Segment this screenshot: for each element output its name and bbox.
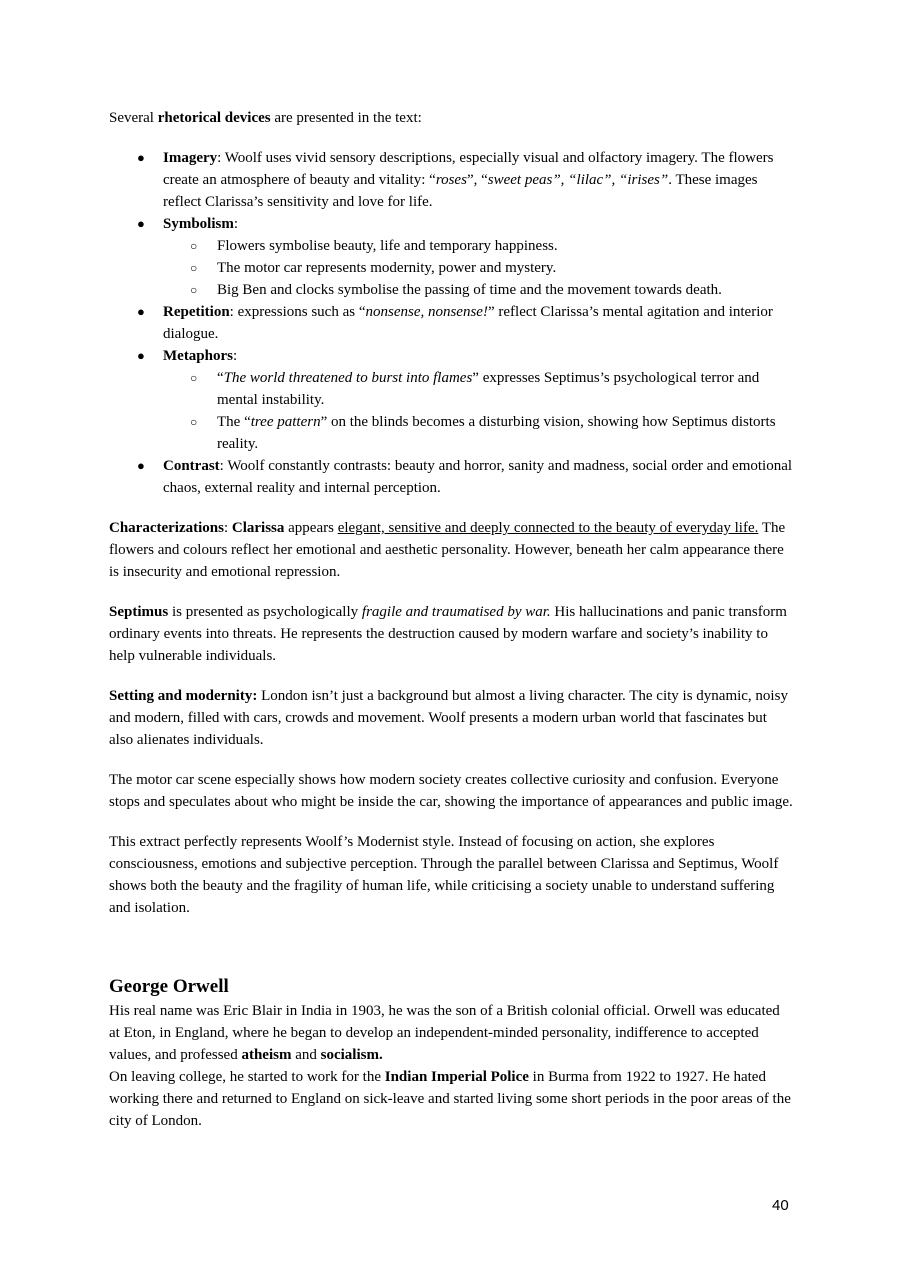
- conclusion-paragraph: This extract perfectly represents Woolf’s Modernist style. Instead of focusing on action, she explores consciousness, emotions and subjective perception. Through the parallel between Clarissa and Septimus, Woolf shows both the beauty and the fragility of human life, while criticising a society unable to understand suffering and isolation.: [109, 834, 779, 916]
- bullet-icon: ●: [137, 150, 145, 165]
- bullet-icon: ●: [137, 458, 145, 473]
- circle-bullet-icon: ○: [190, 283, 198, 297]
- sub-list-item: ○ Flowers symbolise beauty, life and temporary happiness.: [163, 235, 793, 257]
- circle-bullet-icon: ○: [190, 239, 198, 253]
- list-item-symbolism: ● Symbolism: ○ Flowers symbolise beauty, life and temporary happiness. ○ The motor car represents modernity, power and mystery. ○ Big Ben and clocks symbolise the passing of time and the movement towards death.: [109, 213, 793, 301]
- circle-bullet-icon: ○: [190, 415, 198, 429]
- motor-car-paragraph: The motor car scene especially shows how modern society creates collective curiosity and confusion. Everyone stops and speculates about who might be inside the car, showing the importance of appearances and public image.: [109, 772, 793, 810]
- bullet-icon: ●: [137, 348, 145, 363]
- sub-list-item: ○ The motor car represents modernity, power and mystery.: [163, 257, 793, 279]
- orwell-paragraph-1: His real name was Eric Blair in India in 1903, he was the son of a British colonial official. Orwell was educated at Eton, in England, where he began to develop an independent-minded personality, indifference to accepted values, and professed atheism and socialism.: [109, 1003, 780, 1063]
- list-item-contrast: ● Contrast: Woolf constantly contrasts: beauty and horror, sanity and madness, social order and emotional chaos, external reality and internal perception.: [109, 455, 793, 499]
- metaphors-sublist: [163, 367, 793, 455]
- septimus-paragraph: Septimus is presented as psychologically fragile and traumatised by war. His hallucinations and panic transform ordinary events into threats. He represents the destruction caused by modern warfare and society’s inability to help vulnerable individuals.: [109, 604, 787, 664]
- symbolism-sublist: [163, 235, 793, 301]
- characterizations-paragraph: Characterizations: Clarissa appears elegant, sensitive and deeply connected to the beauty of everyday life. The flowers and colours reflect her emotional and aesthetic personality. However, beneath her calm appearance there is insecurity and emotional repression.: [109, 520, 786, 580]
- list-item-metaphors: ● Metaphors: ○ “The world threatened to burst into flames” expresses Septimus’s psychological terror and mental instability. ○ The “tree pattern” on the blinds becomes a disturbing vision, showing how Septimus distorts reality.: [109, 345, 793, 455]
- intro-paragraph: Several rhetorical devices are presented in the text:: [109, 110, 422, 126]
- section-heading: George Orwell: [109, 976, 229, 997]
- sub-list-item: ○ The “tree pattern” on the blinds becomes a disturbing vision, showing how Septimus distorts reality.: [163, 411, 793, 455]
- setting-paragraph: Setting and modernity: London isn’t just a background but almost a living character. The city is dynamic, noisy and modern, filled with cars, crowds and movement. Woolf presents a modern urban world that fascinates but also alienates individuals.: [109, 688, 788, 748]
- circle-bullet-icon: ○: [190, 261, 198, 275]
- orwell-paragraph-2: On leaving college, he started to work for the Indian Imperial Police in Burma from 1922 to 1927. He hated working there and returned to England on sick-leave and started living some short periods in the poor areas of the city of London.: [109, 1069, 791, 1129]
- circle-bullet-icon: ○: [190, 371, 198, 385]
- bullet-icon: ●: [137, 216, 145, 231]
- document-page: [109, 107, 793, 1132]
- list-item-repetition: ● Repetition: expressions such as “nonsense, nonsense!” reflect Clarissa’s mental agitation and interior dialogue.: [109, 301, 793, 345]
- rhetorical-devices-term: rhetorical devices: [157, 110, 271, 126]
- sub-list-item: ○ “The world threatened to burst into flames” expresses Septimus’s psychological terror and mental instability.: [163, 367, 793, 411]
- bullet-icon: ●: [137, 304, 145, 319]
- rhetorical-devices-list: [109, 147, 793, 499]
- list-item-imagery: ● Imagery: Woolf uses vivid sensory descriptions, especially visual and olfactory imagery. The flowers create an atmosphere of beauty and vitality: “roses”, “sweet peas”, “lilac”, “irises”. These images reflect Clarissa’s sensitivity and love for life.: [109, 147, 793, 213]
- sub-list-item: ○ Big Ben and clocks symbolise the passing of time and the movement towards death.: [163, 279, 793, 301]
- page-number: 40: [772, 1197, 789, 1214]
